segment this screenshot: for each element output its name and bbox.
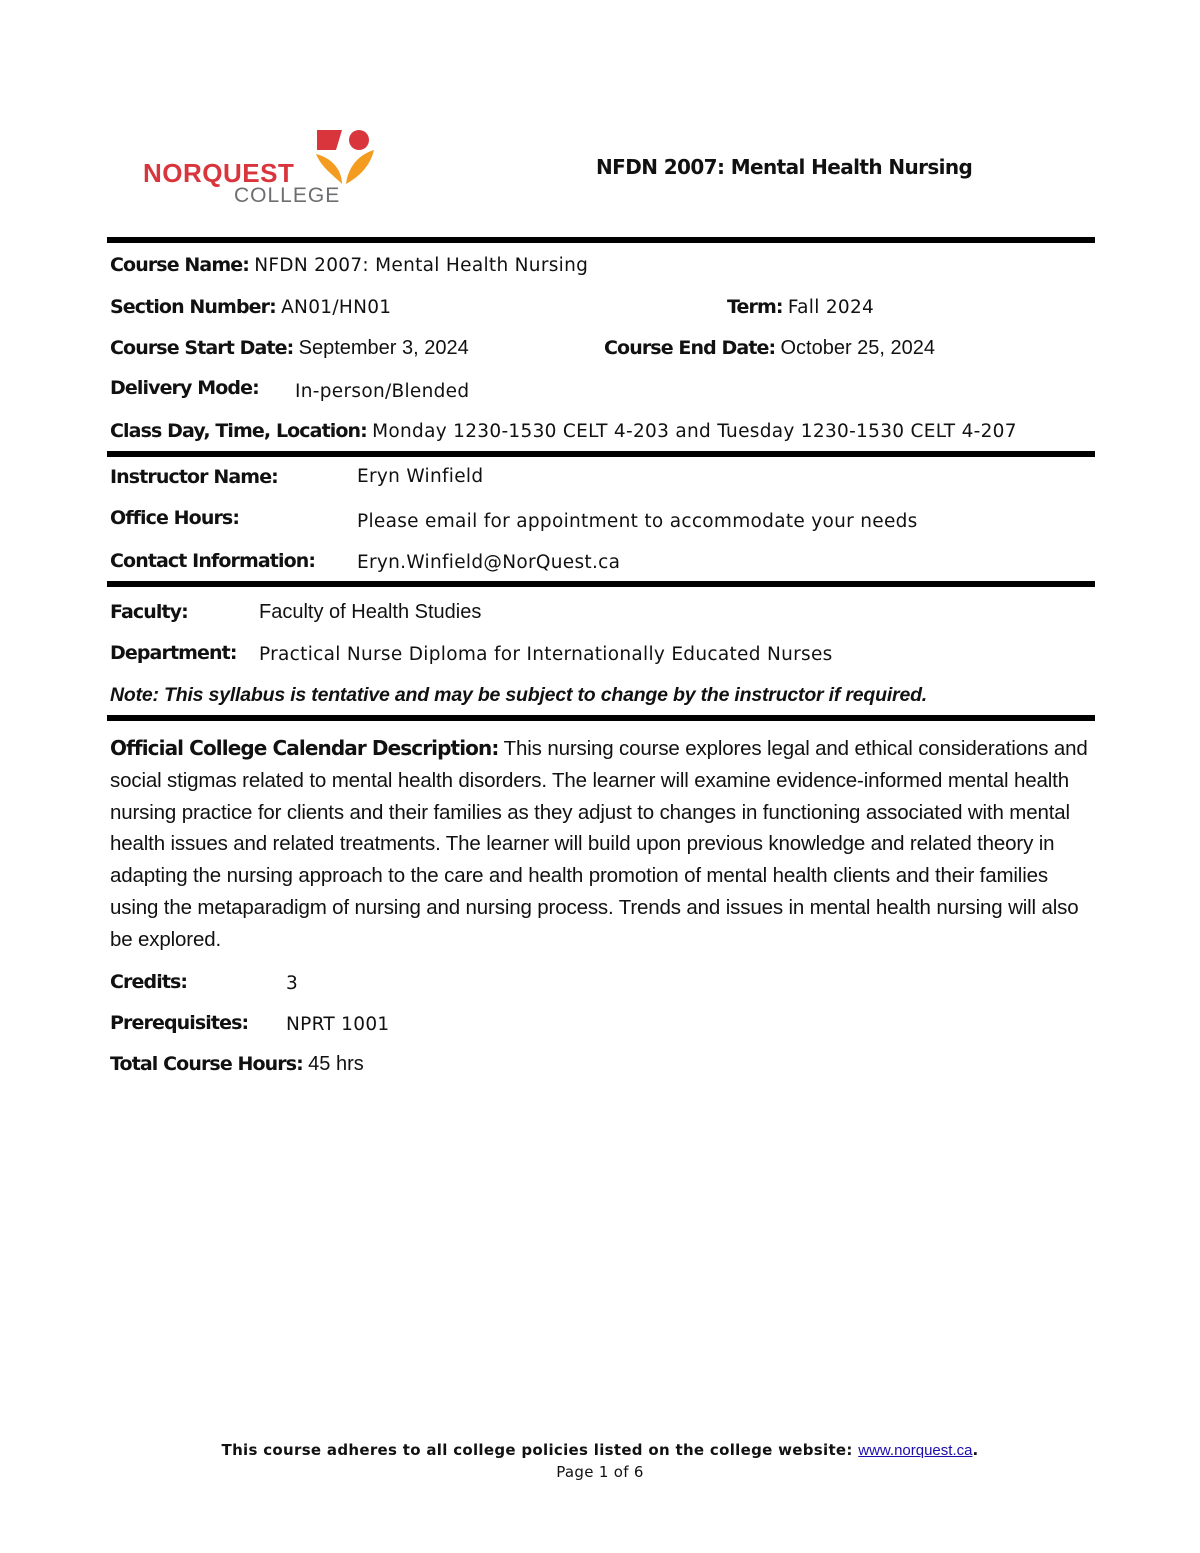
norquest-logo: [140, 126, 380, 210]
section-number-value: AN01/HN01: [281, 297, 392, 318]
document-title: NFDN 2007: Mental Health Nursing: [596, 155, 973, 179]
policy-trailing: .: [972, 1441, 979, 1459]
term-label: Term:: [727, 296, 783, 318]
course-name-label: Course Name:: [110, 254, 249, 276]
end-date-value: October 25, 2024: [780, 337, 936, 359]
policy-footer: [0, 1441, 1200, 1459]
divider-rule: [107, 581, 1095, 587]
instructor-name-value: Eryn Winfield: [357, 466, 484, 487]
office-hours-value: Please email for appointment to accommodate your needs: [357, 511, 918, 532]
contact-info-label: Contact Information:: [110, 550, 316, 572]
divider-rule: [107, 237, 1095, 243]
end-date-label: Course End Date:: [604, 337, 776, 359]
faculty-value: Faculty of Health Studies: [259, 601, 482, 623]
policy-text: This course adheres to all college policies listed on the college website:: [221, 1441, 853, 1459]
tentative-note: Note: This syllabus is tentative and may be subject to change by the instructor if required.: [110, 684, 928, 706]
divider-rule: [107, 451, 1095, 457]
department-value: Practical Nurse Diploma for Internationally Educated Nurses: [259, 644, 833, 665]
section-number-label: Section Number:: [110, 296, 276, 318]
page-number: Page 1 of 6: [556, 1463, 644, 1481]
start-date-label: Course Start Date:: [110, 337, 294, 359]
department-label: Department:: [110, 642, 237, 664]
calendar-description-label: Official College Calendar Description:: [110, 736, 499, 760]
start-date-row: [110, 336, 469, 361]
delivery-mode-label: Delivery Mode:: [110, 377, 259, 399]
credits-value: 3: [286, 973, 299, 994]
calendar-description: [110, 733, 1095, 956]
credits-label: Credits:: [110, 971, 188, 993]
logo-wordmark: NORQUEST: [143, 158, 295, 188]
prerequisites-label: Prerequisites:: [110, 1012, 249, 1034]
faculty-label: Faculty:: [110, 601, 188, 623]
contact-email[interactable]: Eryn.Winfield@NorQuest.ca: [357, 552, 621, 573]
course-name-value: NFDN 2007: Mental Health Nursing: [254, 255, 589, 276]
logo-subtitle: COLLEGE: [234, 184, 341, 207]
start-date-value: September 3, 2024: [298, 337, 469, 359]
calendar-description-text: This nursing course explores legal and ethical considerations and social stigmas related to mental health disorders. The learner will examine evidence-informed mental health nursing practice for clients and their families as they adjust to changes in functioning associated with mental health issues and related treatments. The learner will build upon previous knowledge and related theory in adapting the nursing approach to the care and health promotion of mental health clients and their families using the metaparadigm of nursing and nursing process. Trends and issues in mental health nursing will also be explored.: [110, 737, 1088, 951]
office-hours-label: Office Hours:: [110, 507, 240, 529]
total-hours-row: [110, 1052, 364, 1077]
delivery-mode-value: In-person/Blended: [295, 381, 470, 402]
term-row: [727, 295, 874, 320]
prerequisites-value: NPRT 1001: [286, 1014, 390, 1035]
norquest-website-link[interactable]: www.norquest.ca: [858, 1442, 973, 1459]
class-day-label: Class Day, Time, Location:: [110, 420, 367, 442]
section-number-row: [110, 295, 391, 320]
class-day-row: [110, 419, 1017, 444]
divider-rule: [107, 715, 1095, 721]
end-date-row: [604, 336, 935, 361]
total-hours-value: 45 hrs: [308, 1053, 364, 1075]
norquest-logo-mark-icon: [314, 128, 380, 188]
class-day-value: Monday 1230-1530 CELT 4-203 and Tuesday 1230-1530 CELT 4-207: [372, 421, 1017, 442]
course-name-row: [110, 253, 588, 278]
term-value: Fall 2024: [787, 297, 875, 318]
instructor-name-label: Instructor Name:: [110, 466, 278, 488]
total-hours-label: Total Course Hours:: [110, 1053, 303, 1075]
